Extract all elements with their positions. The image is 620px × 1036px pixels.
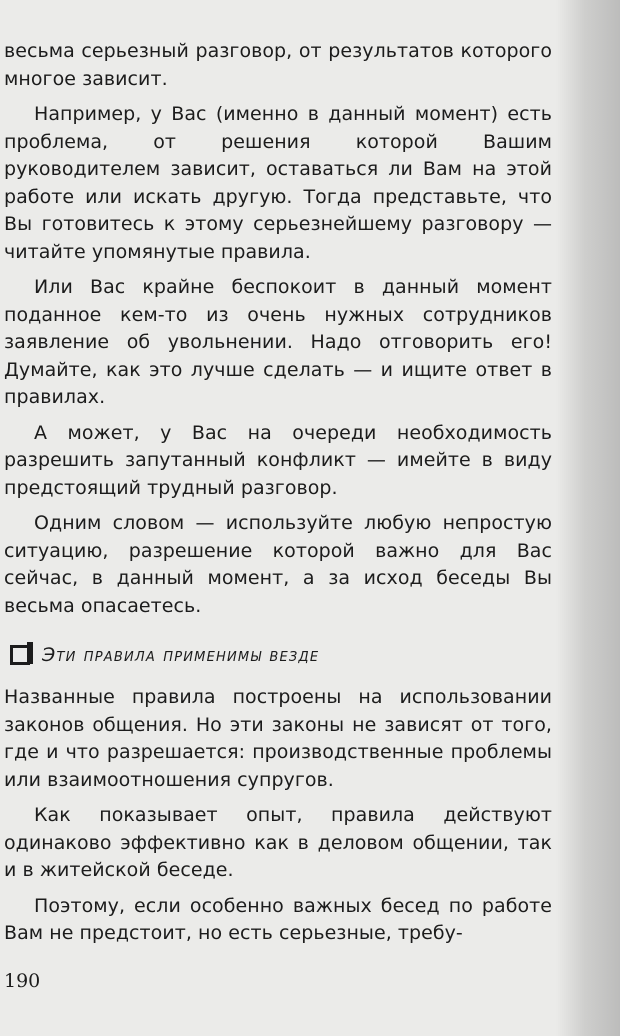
page-body (4, 38, 552, 948)
paragraph: Названные правила построены на использовании законов общения. Но эти законы не зависят от того, где и что разрешается: производственные проблемы или взаимоотношения супругов. (4, 686, 552, 791)
section-heading-text: Эти правила применимы везде (42, 644, 320, 666)
paragraph: Как показывает опыт, правила действуют одинаково эффективно как в деловом общении, так и в житейской беседе. (4, 804, 552, 881)
paragraph: Поэтому, если особенно важных бесед по работе Вам не предстоит, но есть серьезные, требу- (4, 894, 552, 944)
paragraph: А может, у Вас на очереди необходимость разрешить запутанный конфликт — имейте в виду предстоящий трудный разговор. (4, 421, 552, 499)
paragraph: Одним словом — используйте любую непростую ситуацию, разрешение которой важно для Вас сейчас, в данный момент, а за исход беседы Вы весьма опасаетесь. (4, 512, 552, 617)
paragraph: Или Вас крайне беспокоит в данный момент поданное кем-то из очень нужных сотрудников заявление об увольнении. Надо отговорить его! Думайте, как это лучше сделать — и ищите ответ в правилах. (4, 276, 552, 408)
page-edge-shadow (556, 0, 620, 1036)
paragraphs-before (4, 38, 552, 620)
paragraphs-after (4, 684, 552, 948)
section-heading (4, 640, 552, 670)
checkbox-icon (10, 645, 30, 665)
page-number: 190 (4, 970, 41, 992)
paragraph: Например, у Вас (именно в данный момент) есть проблема, от решения которой Вашим руководителем зависит, оставаться ли Вам на этой работе или искать другую. Тогда представьте, что Вы готовитесь к этому серьезнейшему разговору — читайте упомянутые правила. (4, 103, 552, 263)
paragraph: весьма серьезный разговор, от результатов которого многое зависит. (4, 40, 552, 90)
